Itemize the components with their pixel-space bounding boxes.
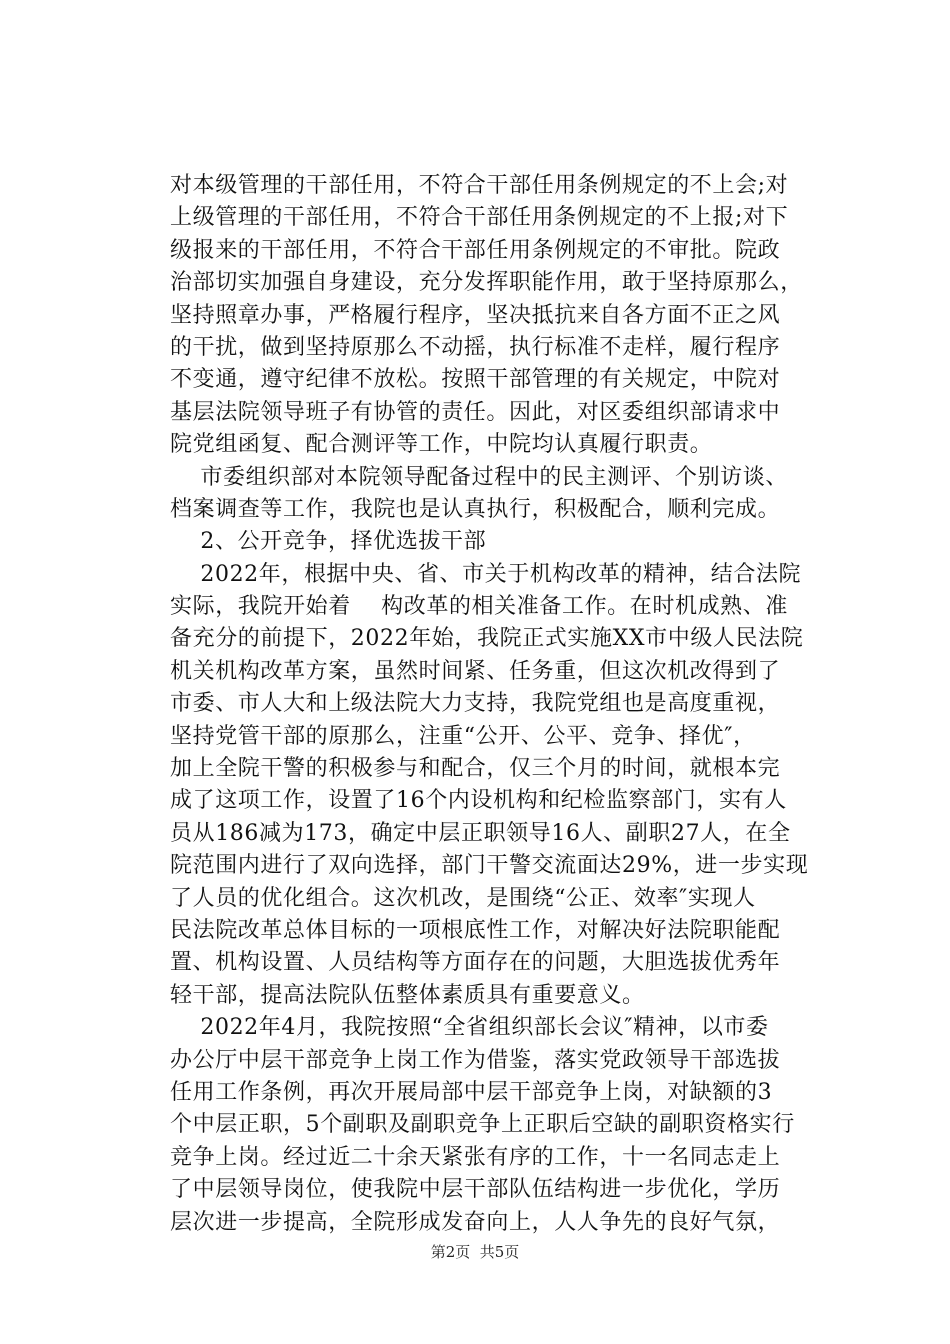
text-line: 对本级管理的干部任用，不符合干部任用条例规定的不上会;对 bbox=[170, 173, 789, 198]
text-line: 坚持照章办事，严格履行程序，坚决抵抗来自各方面不正之风 bbox=[170, 302, 781, 328]
text-line: 市委、市人大和上级法院大力支持，我院党组也是高度重视， bbox=[170, 691, 781, 717]
text-line: 了中层领导岗位，使我院中层干部队伍结构进一步优化，学历 bbox=[170, 1177, 781, 1203]
text-line: 机关机构改革方案，虽然时间紧、任务重，但这次机改得到了 bbox=[170, 658, 781, 684]
text-line: 院党组函复、配合测评等工作，中院均认真履行职责。 bbox=[170, 432, 713, 458]
text-line: 市委组织部对本院领导配备过程中的民主测评、个别访谈、 bbox=[170, 464, 788, 490]
text-line: 加上全院干警的积极参与和配合，仅三个月的时间，就根本完 bbox=[170, 756, 781, 782]
text-line: 级报来的干部任用，不符合干部任用条例规定的不审批。院政 bbox=[170, 237, 781, 263]
text-line: 层次进一步提高，全院形成发奋向上，人人争先的良好气氛， bbox=[170, 1209, 781, 1235]
text-line: 轻干部，提高法院队伍整体素质具有重要意义。 bbox=[170, 982, 645, 1008]
text-line: 任用工作条例，再次开展局部中层干部竞争上岗，对缺额的3 bbox=[170, 1079, 773, 1105]
page-number-label: 第2页 共5页 bbox=[430, 1243, 520, 1261]
text-line: 的干扰，做到坚持原那么不动摇，执行标准不走样，履行程序 bbox=[170, 334, 781, 360]
text-line: 个中层正职，5个副职及副职竞争上正职后空缺的副职资格实行 bbox=[170, 1112, 795, 1138]
text-line: 实际，我院开始着 构改革的相关准备工作。在时机成熟、准 bbox=[170, 594, 788, 620]
text-line: 成了这项工作，设置了16个内设机构和纪检监察部门，实有人 bbox=[170, 788, 787, 814]
text-line: 民法院改革总体目标的一项根底性工作，对解决好法院职能配 bbox=[170, 917, 781, 943]
text-line: 2022年4月，我院按照“全省组织部长会议″精神，以市委 bbox=[170, 1015, 769, 1041]
text-line: 院范围内进行了双向选择，部门干警交流面达29%，进一步实现 bbox=[170, 853, 809, 879]
text-line: 了人员的优化组合。这次机改，是围绕“公正、效率″实现人 bbox=[170, 885, 756, 911]
text-line: 基层法院领导班子有协管的责任。因此，对区委组织部请求中 bbox=[170, 399, 781, 425]
text-line: 竞争上岗。经过近二十余天紧张有序的工作，十一名同志走上 bbox=[170, 1144, 781, 1170]
text-line: 档案调查等工作，我院也是认真执行，积极配合，顺利完成。 bbox=[170, 496, 781, 522]
text-line: 坚持党管干部的原那么，注重“公开、公平、竞争、择优″， bbox=[170, 723, 756, 749]
text-line: 置、机构设置、人员结构等方面存在的问题，大胆选拔优秀年 bbox=[170, 950, 781, 976]
text-line: 不变通，遵守纪律不放松。按照干部管理的有关规定，中院对 bbox=[170, 367, 781, 393]
text-line: 2022年，根据中央、省、市关于机构改革的精神，结合法院 bbox=[170, 561, 802, 587]
text-line: 备充分的前提下，2022年始，我院正式实施XX市中级人民法院 bbox=[170, 626, 804, 652]
text-line: 办公厅中层干部竞争上岗工作为借鉴，落实党政领导干部选拔 bbox=[170, 1047, 781, 1073]
body-text bbox=[170, 170, 870, 1239]
text-line: 治部切实加强自身建设，充分发挥职能作用，敢于坚持原那么， bbox=[170, 270, 803, 296]
text-line: 员从186减为173，确定中层正职领导16人、副职27人，在全 bbox=[170, 820, 791, 846]
section-heading: 2、公开竞争，择优选拔干部 bbox=[170, 529, 487, 555]
text-line: 上级管理的干部任用，不符合干部任用条例规定的不上报;对下 bbox=[170, 205, 789, 231]
page-footer bbox=[0, 1242, 950, 1262]
